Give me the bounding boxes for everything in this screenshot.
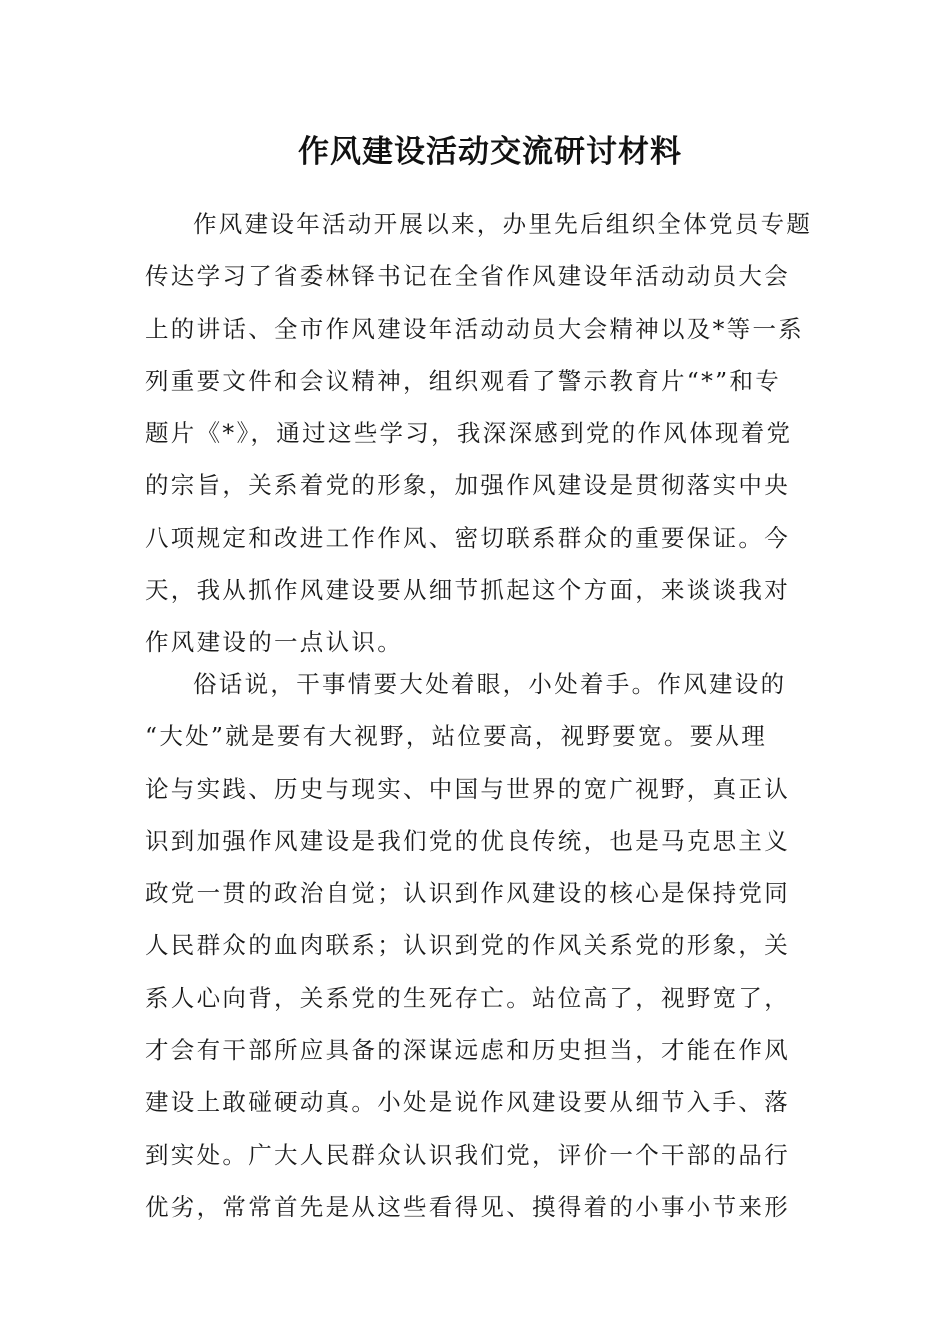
paragraph-line: 到实处。广大人民群众认识我们党，评价一个干部的品行 xyxy=(145,1140,790,1169)
paragraph-line: 优劣，常常首先是从这些看得见、摸得着的小事小节来形 xyxy=(145,1192,790,1221)
paragraph-2 xyxy=(145,658,817,1233)
paragraph-line: 才会有干部所应具备的深谋远虑和历史担当，才能在作风 xyxy=(145,1036,790,1065)
paragraph-line: 的宗旨，关系着党的形象，加强作风建设是贯彻落实中央 xyxy=(145,471,790,500)
paragraph-1 xyxy=(145,198,817,669)
paragraph-line: 八项规定和改进工作作风、密切联系群众的重要保证。今 xyxy=(145,523,790,552)
paragraph-line: 论与实践、历史与现实、中国与世界的宽广视野，真正认 xyxy=(145,774,790,803)
document-title: 作风建设活动交流研讨材料 xyxy=(298,134,682,170)
paragraph-line: 识到加强作风建设是我们党的优良传统，也是马克思主义 xyxy=(145,826,790,855)
paragraph-line: 列重要文件和会议精神，组织观看了警示教育片“*”和专 xyxy=(145,366,782,395)
paragraph-line: 作风建设年活动开展以来，办里先后组织全体党员专题 xyxy=(193,210,813,238)
paragraph-line: 上的讲话、全市作风建设年活动动员大会精神以及*等一系 xyxy=(145,314,805,343)
paragraph-line: 传达学习了省委林铎书记在全省作风建设年活动动员大会 xyxy=(145,262,790,291)
paragraph-line: “大处”就是要有大视野，站位要高，视野要宽。要从理 xyxy=(145,722,768,751)
paragraph-line: 作风建设的一点认识。 xyxy=(145,628,403,657)
paragraph-line: 建设上敢碰硬动真。小处是说作风建设要从细节入手、落 xyxy=(145,1088,790,1117)
paragraph-line: 政党一贯的政治自觉；认识到作风建设的核心是保持党同 xyxy=(145,879,790,908)
paragraph-line: 人民群众的血肉联系；认识到党的作风关系党的形象，关 xyxy=(145,931,790,960)
paragraph-line: 俗话说，干事情要大处着眼，小处着手。作风建设的 xyxy=(193,670,787,698)
paragraph-line: 天，我从抓作风建设要从细节抓起这个方面，来谈谈我对 xyxy=(145,576,790,605)
paragraph-line: 系人心向背，关系党的生死存亡。站位高了，视野宽了， xyxy=(145,983,790,1012)
paragraph-line: 题片《*》，通过这些学习，我深深感到党的作风体现着党 xyxy=(145,419,793,448)
